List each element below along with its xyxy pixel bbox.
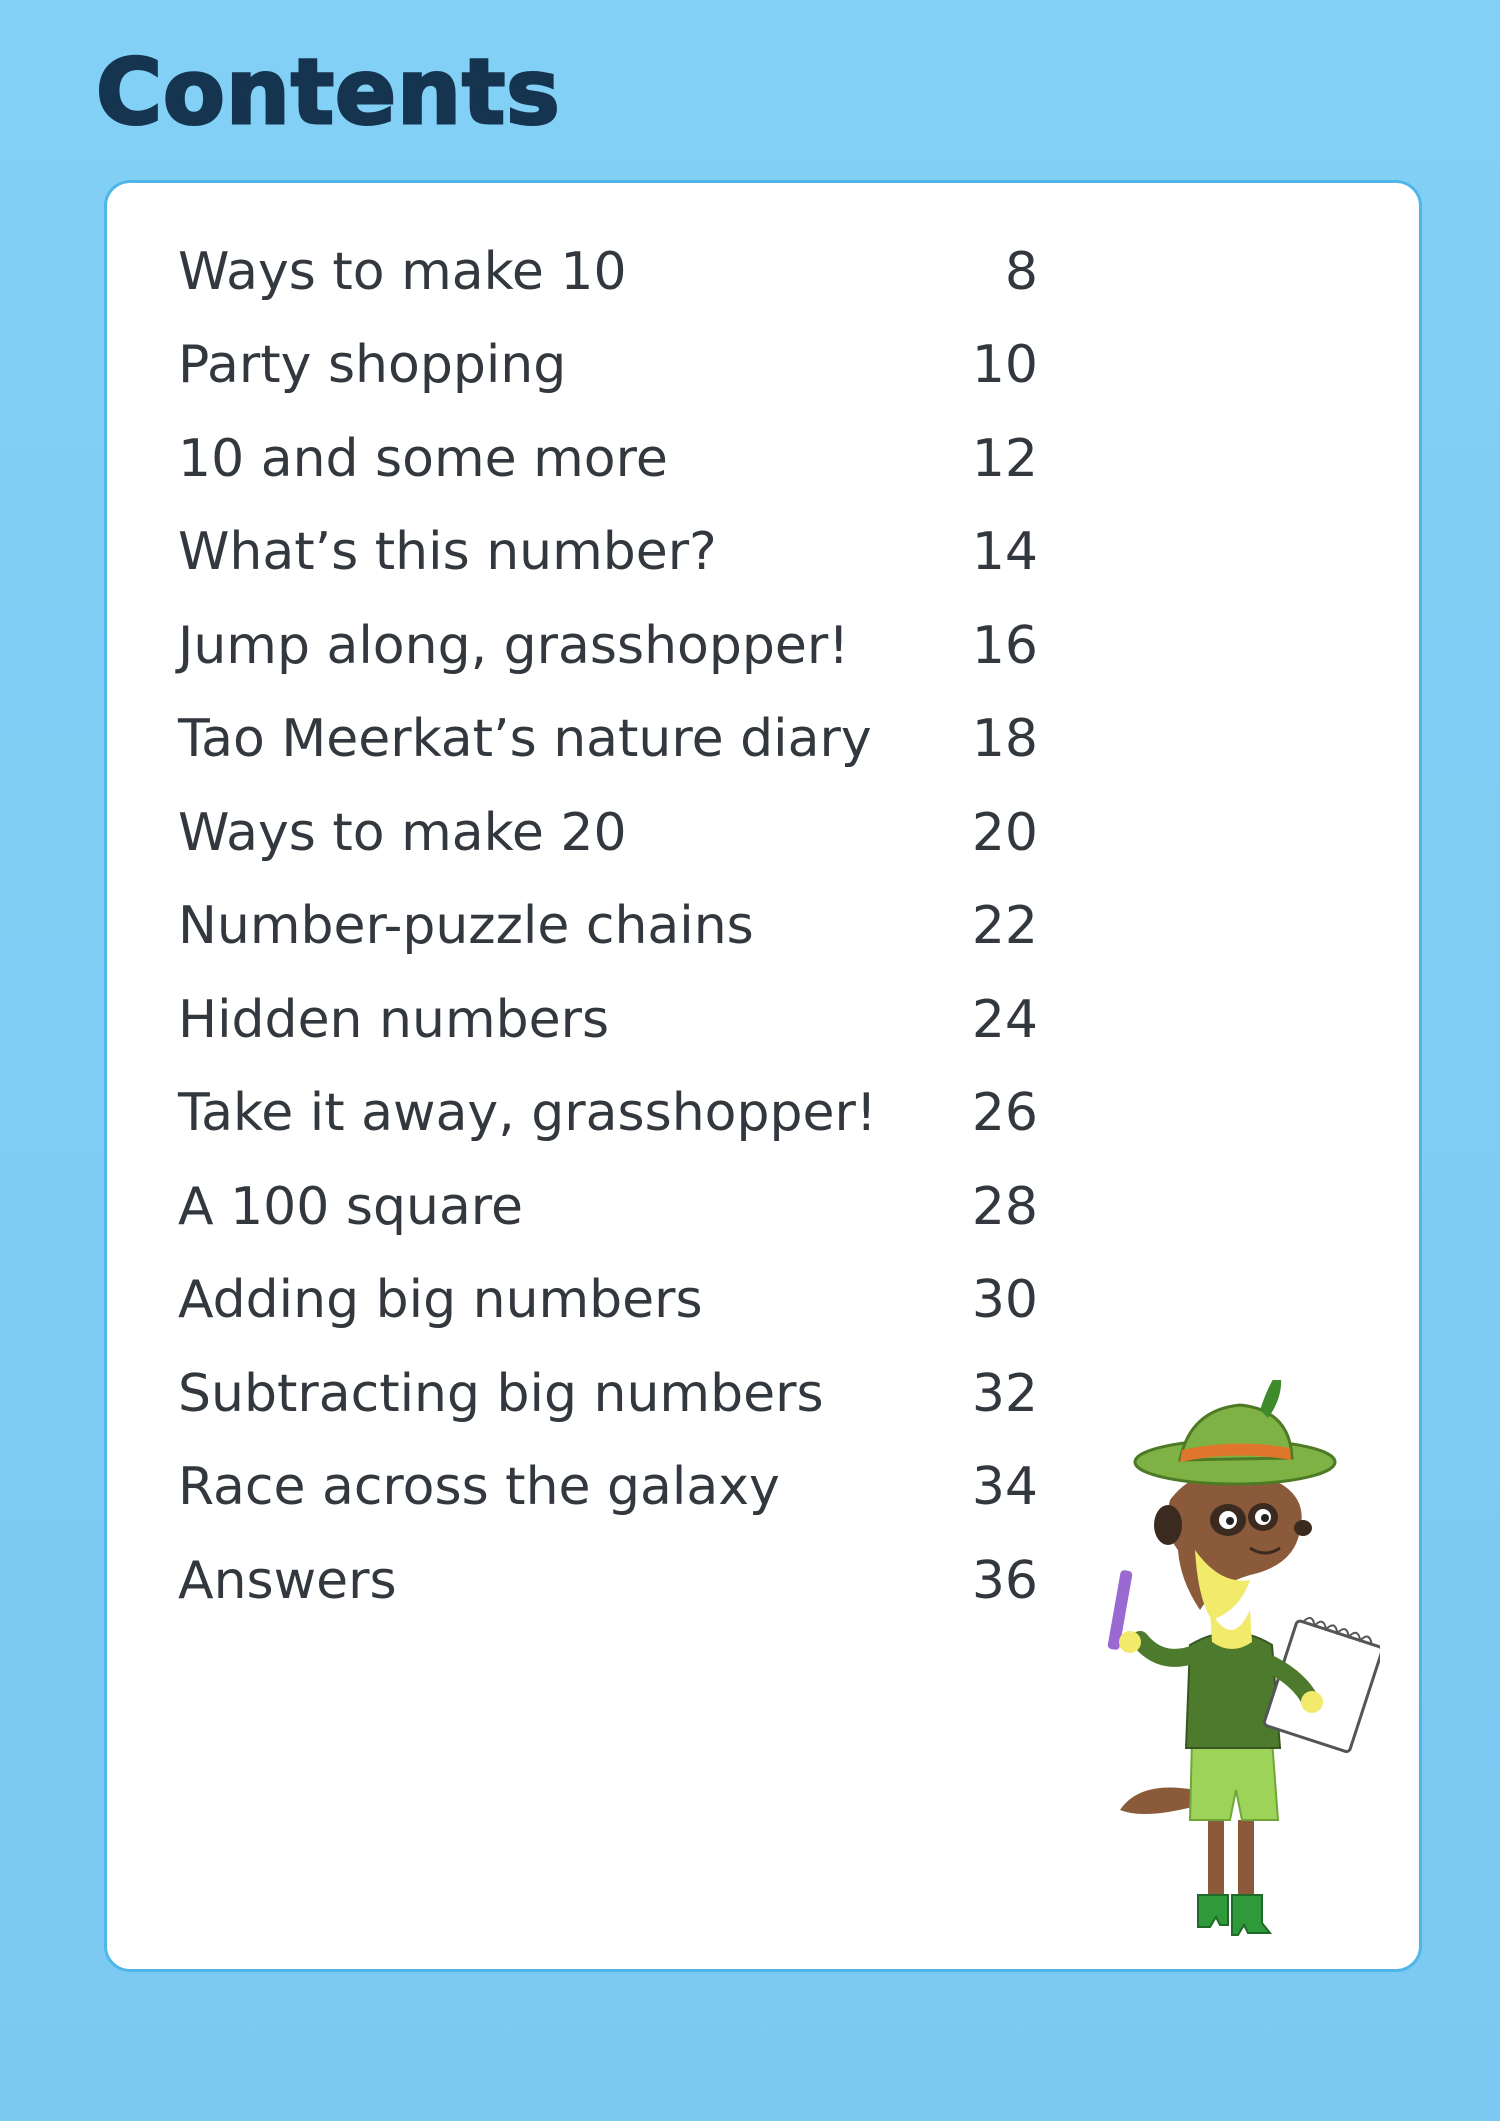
entry-title: A 100 square: [178, 1176, 524, 1237]
entry-page-number: 14: [971, 522, 1038, 583]
entry-title: 10 and some more: [178, 428, 668, 489]
entry-page-number: 32: [971, 1363, 1038, 1424]
entry-page-number: 16: [971, 615, 1038, 676]
entry-page-number: 26: [971, 1083, 1038, 1144]
entry-title: Adding big numbers: [178, 1270, 703, 1331]
contents-entry[interactable]: [178, 506, 1038, 600]
meerkat-ear: [1154, 1505, 1182, 1545]
entry-title: Jump along, grasshopper!: [178, 615, 850, 676]
entry-title: Ways to make 10: [178, 241, 627, 302]
meerkat-shirt: [1186, 1633, 1280, 1749]
entry-page-number: 34: [971, 1457, 1038, 1518]
entry-title: Hidden numbers: [178, 989, 610, 1050]
contents-entry[interactable]: [178, 412, 1038, 506]
leaf-icon: [1260, 1380, 1281, 1418]
meerkat-hand-left: [1119, 1631, 1141, 1653]
contents-entry[interactable]: [178, 880, 1038, 974]
entry-title: Answers: [178, 1550, 397, 1611]
notepad-icon: [1263, 1614, 1380, 1752]
meerkat-shorts: [1190, 1740, 1278, 1820]
entry-title: Tao Meerkat’s nature diary: [178, 709, 872, 770]
entry-page-number: 24: [971, 989, 1038, 1050]
entry-title: Party shopping: [178, 335, 567, 396]
contents-entry[interactable]: [178, 693, 1038, 787]
boot-left: [1198, 1895, 1228, 1927]
page-title: Contents: [96, 40, 561, 145]
entry-page-number: 8: [1004, 241, 1038, 302]
contents-entry[interactable]: [178, 1067, 1038, 1161]
meerkat-tail: [1120, 1788, 1200, 1815]
contents-entry[interactable]: [178, 973, 1038, 1067]
contents-entry[interactable]: [178, 1441, 1038, 1535]
meerkat-nose: [1294, 1520, 1312, 1536]
entry-title: Ways to make 20: [178, 802, 627, 863]
entry-page-number: 22: [971, 896, 1038, 957]
entry-page-number: 30: [971, 1270, 1038, 1331]
meerkat-hand-right: [1301, 1691, 1323, 1713]
meerkat-explorer-illustration: [1100, 1380, 1380, 1940]
contents-entry[interactable]: [178, 599, 1038, 693]
entry-title: What’s this number?: [178, 522, 717, 583]
contents-entry[interactable]: [178, 786, 1038, 880]
contents-entry[interactable]: [178, 1534, 1038, 1628]
entry-page-number: 18: [971, 709, 1038, 770]
entry-title: Subtracting big numbers: [178, 1363, 824, 1424]
boot-right: [1232, 1895, 1270, 1935]
contents-entry[interactable]: [178, 225, 1038, 319]
contents-entry[interactable]: [178, 1254, 1038, 1348]
contents-entry[interactable]: [178, 1160, 1038, 1254]
contents-list: [178, 225, 1038, 1628]
entry-title: Race across the galaxy: [178, 1457, 780, 1518]
entry-page-number: 12: [971, 428, 1038, 489]
pupil-left: [1226, 1517, 1234, 1525]
entry-title: Number-puzzle chains: [178, 896, 754, 957]
entry-page-number: 36: [971, 1550, 1038, 1611]
entry-page-number: 28: [971, 1176, 1038, 1237]
meerkat-arm-left: [1140, 1640, 1192, 1658]
pupil-right: [1261, 1514, 1269, 1522]
entry-title: Take it away, grasshopper!: [178, 1083, 877, 1144]
contents-entry[interactable]: [178, 1347, 1038, 1441]
contents-entry[interactable]: [178, 319, 1038, 413]
entry-page-number: 10: [971, 335, 1038, 396]
entry-page-number: 20: [971, 802, 1038, 863]
